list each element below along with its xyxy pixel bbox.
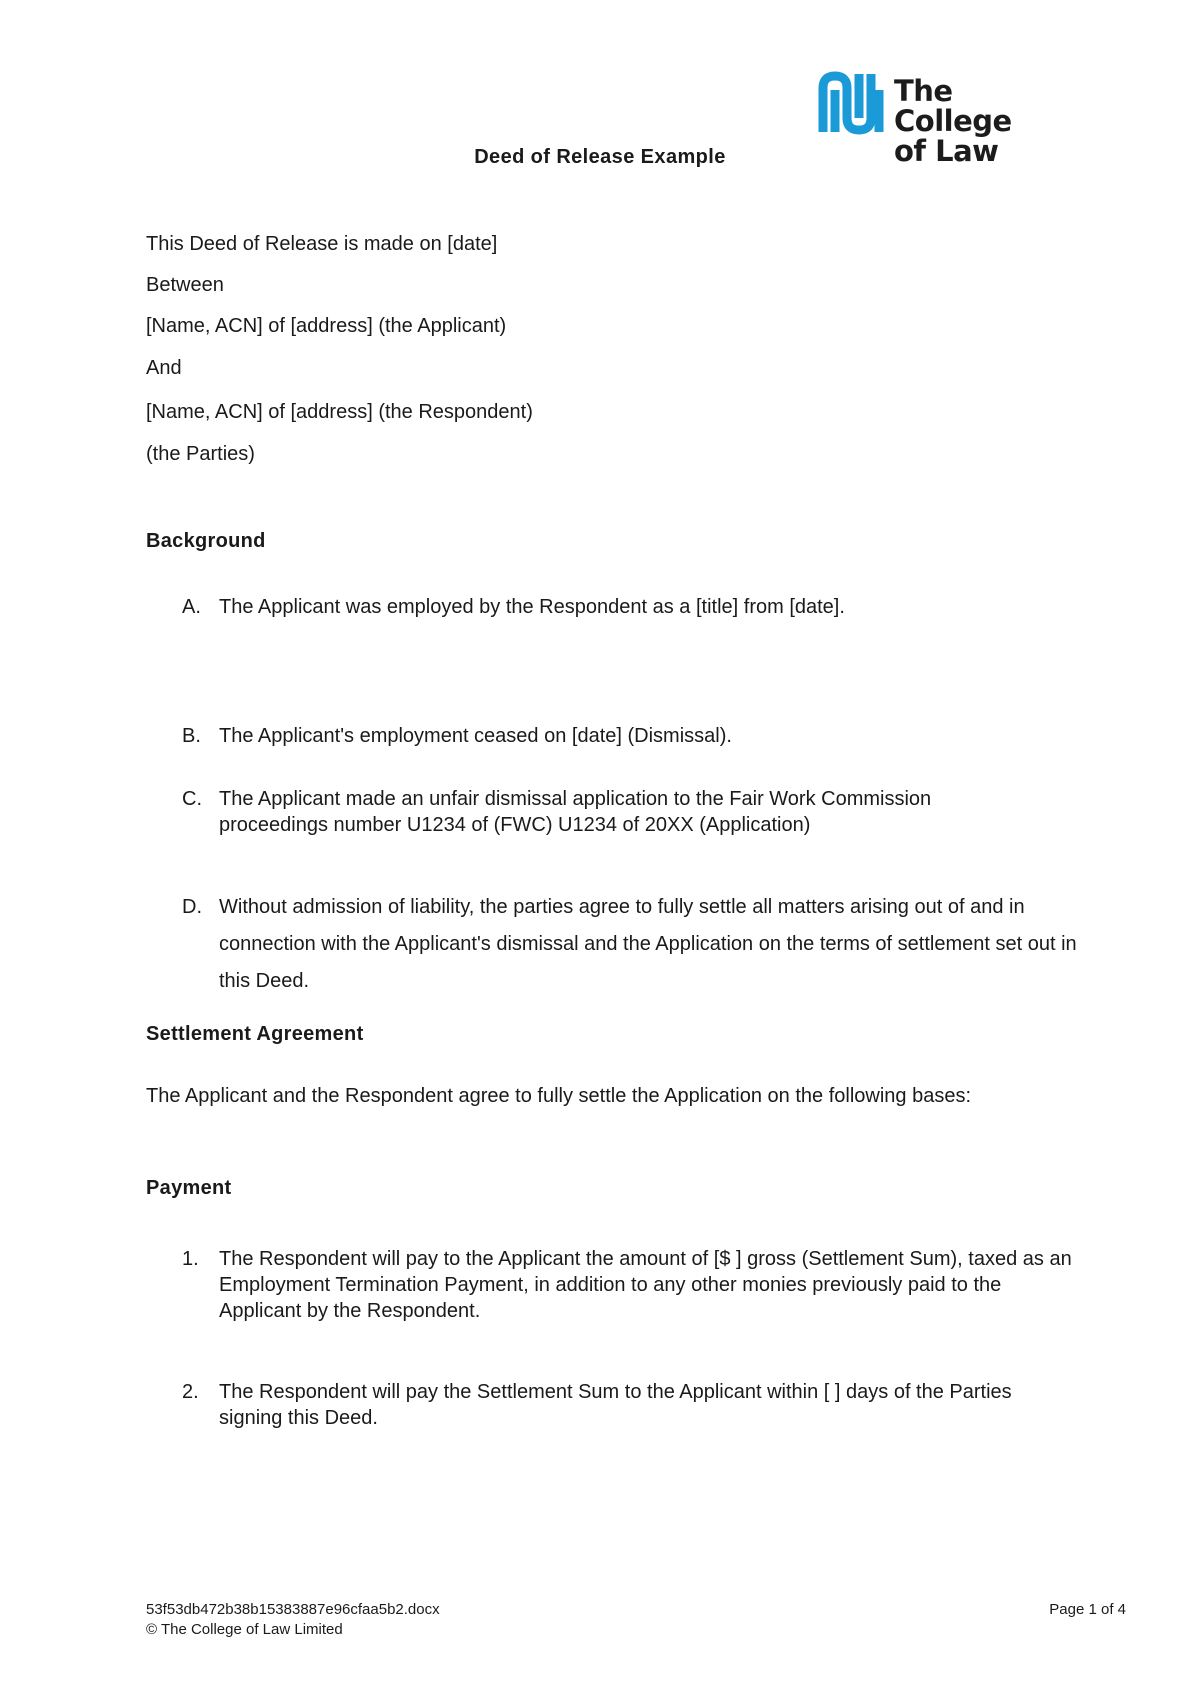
list-item-text: The Applicant made an unfair dismissal application to the Fair Work Commission proceedings number U1234 of (FWC) U1234 of 20XX (Application): [219, 788, 932, 836]
preamble-line: (the Parties): [146, 443, 255, 465]
preamble-line: [Name, ACN] of [address] (the Applicant): [146, 315, 507, 337]
list-item-text: The Applicant was employed by the Respondent as a [title] from [date].: [219, 596, 845, 618]
footer-filename: 53f53db472b38b15383887e96cfaa5b2.docx: [146, 1601, 440, 1618]
list-item-text: The Respondent will pay the Settlement Sum to the Applicant within [ ] days of the Parties signing this Deed.: [219, 1381, 1012, 1429]
settlement-paragraph: The Applicant and the Respondent agree to fully settle the Application on the following bases:: [146, 1085, 971, 1107]
background-heading: Background: [146, 530, 266, 552]
list-item-text: The Applicant's employment ceased on [date] (Dismissal).: [219, 725, 732, 747]
footer-page-number: Page 1 of 4: [1049, 1601, 1126, 1618]
document-title: Deed of Release Example: [474, 146, 726, 168]
list-marker: D.: [182, 896, 202, 918]
college-of-law-logo: [818, 70, 1068, 168]
list-marker: C.: [182, 788, 202, 810]
list-marker: A.: [182, 596, 201, 618]
page-footer: [146, 1600, 1126, 1640]
preamble-line: Between: [146, 274, 224, 296]
list-item-text: The Respondent will pay to the Applicant the amount of [$ ] gross (Settlement Sum), taxed as an Employment Termination Payment, in addition to any other monies previously paid to the Applicant by the Respondent.: [219, 1248, 1072, 1322]
list-marker: 1.: [182, 1248, 199, 1270]
college-of-law-mark-icon: [818, 70, 884, 136]
logo-line-2: of Law: [894, 134, 999, 168]
preamble-line: [Name, ACN] of [address] (the Respondent): [146, 401, 533, 423]
preamble-line: And: [146, 357, 182, 379]
payment-heading: Payment: [146, 1177, 232, 1199]
settlement-heading: Settlement Agreement: [146, 1023, 364, 1045]
list-marker: B.: [182, 725, 201, 747]
list-item-text: Without admission of liability, the parties agree to fully settle all matters arising out of and in connection with the Applicant's dismissal and the Application on the terms of settlement set out in this Deed.: [219, 896, 1077, 992]
footer-copyright: © The College of Law Limited: [146, 1621, 343, 1638]
logo-line-1: The College: [894, 74, 1012, 138]
preamble-line: This Deed of Release is made on [date]: [146, 233, 498, 255]
list-marker: 2.: [182, 1381, 199, 1403]
